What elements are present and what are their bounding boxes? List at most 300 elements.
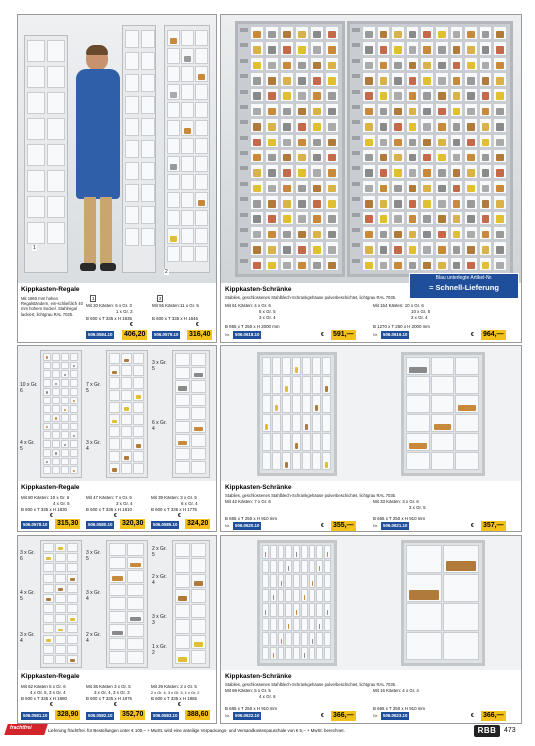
storage-bin <box>70 388 78 396</box>
storage-bin <box>282 376 291 394</box>
storage-bin <box>109 438 120 449</box>
row-marker <box>352 151 360 155</box>
row-marker <box>240 59 248 63</box>
storage-bin <box>175 604 190 618</box>
storage-bin <box>285 560 292 574</box>
storage-bin <box>67 655 78 664</box>
storage-bin <box>420 72 434 86</box>
storage-bin <box>52 388 60 396</box>
storage-bin <box>295 241 309 255</box>
storage-bin <box>493 180 507 194</box>
storage-bin <box>43 543 54 552</box>
storage-bin <box>280 180 294 194</box>
storage-bin <box>316 603 323 617</box>
storage-bin <box>293 603 300 617</box>
storage-bin <box>270 647 277 661</box>
storage-bin <box>265 226 279 240</box>
variant-contents: 5 x Gr. 5 <box>259 309 276 314</box>
variant-dimensions: B 600 x T 335 x H 1865 <box>151 696 197 701</box>
article-number[interactable]: 506.0578.10 <box>23 522 48 527</box>
storage-bin <box>191 558 206 572</box>
storage-bin <box>406 452 430 470</box>
storage-bin <box>435 211 449 225</box>
storage-bin <box>316 574 323 588</box>
storage-bin <box>265 134 279 148</box>
storage-bin <box>265 149 279 163</box>
storage-bin <box>435 257 449 271</box>
storage-bin <box>391 134 405 148</box>
storage-bin <box>127 611 144 624</box>
storage-bin <box>127 584 144 597</box>
price-tag: 355,— <box>333 522 354 529</box>
storage-bin <box>325 149 339 163</box>
storage-bin <box>285 603 292 617</box>
article-number[interactable]: 506.0621.10 <box>383 523 408 528</box>
article-number[interactable]: 506.0581.10 <box>23 713 48 718</box>
storage-bin <box>377 26 391 40</box>
product-title: Kippkasten-Regale <box>21 484 80 491</box>
storage-bin <box>325 103 339 117</box>
article-number[interactable]: 506.0622.10 <box>235 713 260 718</box>
storage-bin <box>43 449 51 457</box>
product-panel-schraenke-2 <box>220 345 522 532</box>
variant-contents: Mit 36 Kästen 3 x Gr. 5 <box>86 684 131 689</box>
size-label: 3 x Gr. 6 <box>20 550 35 562</box>
storage-bin <box>406 603 442 631</box>
size-label: 3 x Gr. 5 <box>152 360 167 372</box>
storage-bin <box>121 353 132 364</box>
product-photo <box>18 346 216 481</box>
price-tag: 366,— <box>483 712 504 719</box>
storage-bin <box>322 452 331 470</box>
storage-bin <box>70 423 78 431</box>
storage-bin <box>295 88 309 102</box>
storage-bin <box>265 103 279 117</box>
storage-bin <box>121 426 132 437</box>
product-title: Kippkasten-Regale <box>21 286 80 293</box>
size-label: 3 x Gr. 4 <box>86 590 101 602</box>
storage-bin <box>61 423 69 431</box>
storage-bin <box>464 195 478 209</box>
storage-bin <box>43 563 54 572</box>
variant-dimensions: B 600 x T 335 x H 1880 <box>21 696 67 701</box>
storage-bin <box>250 134 264 148</box>
storage-bin <box>67 604 78 613</box>
storage-bin <box>295 211 309 225</box>
storage-bin <box>479 180 493 194</box>
storage-bin <box>109 463 120 474</box>
storage-bin <box>479 149 493 163</box>
storage-bin <box>67 645 78 654</box>
storage-bin <box>67 624 78 633</box>
storage-bin <box>450 134 464 148</box>
storage-bin <box>293 618 300 632</box>
storage-bin <box>464 226 478 240</box>
storage-bin <box>52 431 60 439</box>
storage-bin <box>464 41 478 55</box>
storage-bin <box>191 461 206 474</box>
storage-bin <box>325 226 339 240</box>
storage-bin <box>420 57 434 71</box>
row-marker <box>352 243 360 247</box>
storage-bin <box>479 241 493 255</box>
storage-bin <box>420 195 434 209</box>
storage-bin <box>325 180 339 194</box>
storage-bin <box>262 647 269 661</box>
number-symbol: Nr. <box>225 524 230 528</box>
storage-bin <box>450 195 464 209</box>
row-marker <box>240 74 248 78</box>
storage-bin <box>431 452 455 470</box>
row-marker <box>240 213 248 217</box>
price-tag: 316,40 <box>189 331 211 338</box>
variant-contents: Mit 55 Kästen:11 x Gr. 5 <box>152 303 199 308</box>
storage-bin <box>191 421 206 434</box>
storage-bin <box>312 433 321 451</box>
storage-bin <box>109 426 120 437</box>
storage-bin <box>285 632 292 646</box>
storage-bin <box>52 449 60 457</box>
storage-bin <box>479 103 493 117</box>
storage-bin <box>443 574 479 602</box>
storage-bin <box>265 241 279 255</box>
storage-bin <box>70 449 78 457</box>
row-marker <box>352 136 360 140</box>
storage-bin <box>133 438 144 449</box>
storage-bin <box>109 390 120 401</box>
storage-bin <box>420 241 434 255</box>
storage-bin <box>52 423 60 431</box>
variant-dimensions: B 600 x T 335 x H 1875 <box>86 696 132 701</box>
storage-bin <box>61 370 69 378</box>
storage-bin <box>282 414 291 432</box>
price-tag: 315,30 <box>57 520 79 527</box>
variant-contents: Mit 80 Kästen: 10 x Gr. 6 <box>21 495 70 500</box>
storage-bin <box>191 543 206 557</box>
storage-bin <box>420 164 434 178</box>
storage-bin <box>282 452 291 470</box>
row-marker <box>352 90 360 94</box>
row-marker <box>352 166 360 170</box>
storage-bin <box>391 118 405 132</box>
storage-bin <box>295 57 309 71</box>
storage-bin <box>43 584 54 593</box>
storage-bin <box>464 211 478 225</box>
storage-bin <box>70 379 78 387</box>
storage-bin <box>450 241 464 255</box>
storage-bin <box>443 632 479 660</box>
storage-bin <box>310 195 324 209</box>
storage-bin <box>191 353 206 366</box>
storage-bin <box>43 645 54 654</box>
storage-bin <box>67 543 78 552</box>
storage-bin <box>479 26 493 40</box>
storage-bin <box>316 618 323 632</box>
storage-bin <box>362 88 376 102</box>
storage-bin <box>280 257 294 271</box>
storage-bin <box>391 88 405 102</box>
size-label: 3 x Gr. 4 <box>86 440 101 452</box>
storage-bin <box>109 597 126 610</box>
storage-bin <box>406 41 420 55</box>
storage-bin <box>391 241 405 255</box>
storage-bin <box>362 118 376 132</box>
storage-bin <box>43 655 54 664</box>
storage-bin <box>285 545 292 559</box>
article-number[interactable]: 506.0579.10 <box>154 332 179 337</box>
variant-dimensions: B 600 x T 335 x H 1935 <box>86 316 132 321</box>
storage-bin <box>420 149 434 163</box>
storage-bin <box>52 370 60 378</box>
storage-bin <box>191 635 206 649</box>
size-label: 2 x Gr. 4 <box>152 574 167 586</box>
storage-bin <box>55 614 66 623</box>
article-number[interactable]: 506.0584.10 <box>88 332 113 337</box>
storage-bin <box>325 41 339 55</box>
badge-line-2: = Schnell-Lieferung <box>429 283 499 292</box>
storage-bin <box>52 466 60 474</box>
article-number[interactable]: 506.0580.10 <box>88 522 113 527</box>
storage-bin <box>455 414 479 432</box>
storage-bin <box>406 257 420 271</box>
storage-bin <box>61 388 69 396</box>
storage-bin <box>324 574 331 588</box>
cabinet <box>401 352 485 476</box>
storage-bin <box>280 241 294 255</box>
storage-bin <box>43 362 51 370</box>
number-symbol: Nr. <box>373 714 378 718</box>
variant-ref: 2 <box>159 296 162 301</box>
product-description: Stabiles, geschlossenes Stahlblech-Schrankgehäuse pulverbeschichtet, lichtgrau RAL 7035. <box>225 295 397 300</box>
storage-bin <box>310 149 324 163</box>
storage-bin <box>250 149 264 163</box>
storage-bin <box>280 118 294 132</box>
storage-bin <box>377 57 391 71</box>
storage-bin <box>377 211 391 225</box>
row-marker <box>240 136 248 140</box>
storage-bin <box>450 211 464 225</box>
storage-bin <box>43 388 51 396</box>
shelf-rack <box>122 25 156 273</box>
storage-bin <box>70 405 78 413</box>
euro-sign: € <box>178 513 181 519</box>
storage-bin <box>292 414 301 432</box>
storage-bin <box>262 618 269 632</box>
storage-bin <box>70 362 78 370</box>
variant-contents: Mit 33 Kästen: 3 x Gr. 6 <box>373 499 419 504</box>
storage-bin <box>272 433 281 451</box>
storage-bin <box>285 618 292 632</box>
article-number[interactable]: 506.0619.10 <box>383 332 408 337</box>
storage-bin <box>109 584 126 597</box>
row-marker <box>352 120 360 124</box>
size-label: 1 x Gr. 2 <box>152 644 167 656</box>
price-tag: 406,20 <box>124 331 146 338</box>
row-marker <box>352 213 360 217</box>
storage-bin <box>377 226 391 240</box>
storage-bin <box>464 88 478 102</box>
variant-dimensions: B 665 x T 250 x H 910 mm <box>225 516 278 521</box>
storage-bin <box>43 379 51 387</box>
storage-bin <box>406 118 420 132</box>
storage-bin <box>43 397 51 405</box>
storage-bin <box>301 647 308 661</box>
row-marker <box>352 197 360 201</box>
storage-bin <box>43 440 51 448</box>
storage-bin <box>310 241 324 255</box>
variant-contents: 2 x Gr. 4, 3 x Gr. 3, 1 x Gr. 2 <box>151 690 200 695</box>
storage-bin <box>175 421 190 434</box>
rbb-logo: RBB <box>474 725 500 737</box>
storage-bin <box>406 149 420 163</box>
storage-bin <box>391 226 405 240</box>
article-number[interactable]: 506.0583.10 <box>153 713 178 718</box>
storage-bin <box>191 574 206 588</box>
number-symbol: Nr. <box>225 714 230 718</box>
storage-bin <box>435 149 449 163</box>
euro-sign: € <box>321 523 324 529</box>
storage-bin <box>270 632 277 646</box>
storage-bin <box>191 604 206 618</box>
storage-bin <box>265 26 279 40</box>
row-marker <box>352 74 360 78</box>
storage-bin <box>310 72 324 86</box>
storage-bin <box>191 650 206 664</box>
article-number[interactable]: 506.0620.10 <box>235 523 260 528</box>
size-label: 4 x Gr. 5 <box>20 590 35 602</box>
storage-bin <box>282 395 291 413</box>
storage-bin <box>175 380 190 393</box>
storage-bin <box>435 226 449 240</box>
number-symbol: Nr. <box>373 524 378 528</box>
storage-bin <box>309 560 316 574</box>
storage-bin <box>175 353 190 366</box>
storage-bin <box>175 367 190 380</box>
storage-bin <box>70 370 78 378</box>
product-description: Mit 1860 mm hohen Regalständern, ein-schließlich 40 mm hohem Sockel. Stahlregal lackiert, lichtgrau RAL 7035. <box>21 296 83 317</box>
row-marker <box>240 166 248 170</box>
variant-dimensions: B 600 x T 335 x H 1810 <box>86 507 132 512</box>
storage-bin <box>301 618 308 632</box>
price-tag: 352,70 <box>122 711 144 718</box>
storage-bin <box>301 603 308 617</box>
storage-bin <box>127 638 144 651</box>
storage-bin <box>325 72 339 86</box>
storage-bin <box>278 618 285 632</box>
storage-bin <box>391 211 405 225</box>
article-number[interactable]: 506.0585.10 <box>153 522 178 527</box>
worker-illustration <box>76 47 120 273</box>
storage-bin <box>272 414 281 432</box>
product-title: Kippkasten-Schränke <box>225 286 292 293</box>
storage-bin <box>464 57 478 71</box>
storage-bin <box>309 574 316 588</box>
storage-bin <box>133 390 144 401</box>
storage-bin <box>391 103 405 117</box>
storage-bin <box>61 362 69 370</box>
storage-bin <box>362 257 376 271</box>
shelf-rack <box>40 540 82 668</box>
storage-bin <box>61 466 69 474</box>
number-symbol: Nr. <box>225 333 230 337</box>
storage-bin <box>322 395 331 413</box>
storage-bin <box>61 449 69 457</box>
row-marker <box>240 151 248 155</box>
storage-bin <box>435 134 449 148</box>
storage-bin <box>464 241 478 255</box>
storage-bin <box>312 376 321 394</box>
storage-bin <box>325 195 339 209</box>
storage-bin <box>109 365 120 376</box>
storage-bin <box>250 211 264 225</box>
storage-bin <box>52 397 60 405</box>
article-number[interactable]: 506.0618.10 <box>235 332 260 337</box>
storage-bin <box>431 433 455 451</box>
storage-bin <box>70 458 78 466</box>
storage-bin <box>325 118 339 132</box>
storage-bin <box>310 211 324 225</box>
storage-bin <box>435 88 449 102</box>
storage-bin <box>43 405 51 413</box>
storage-bin <box>280 41 294 55</box>
product-title: Kippkasten-Schränke <box>225 673 292 680</box>
storage-bin <box>493 134 507 148</box>
storage-bin <box>109 638 126 651</box>
size-label: 2 x Gr. 5 <box>152 546 167 558</box>
article-number[interactable]: 506.0623.10 <box>383 713 408 718</box>
storage-bin <box>175 589 190 603</box>
storage-bin <box>127 597 144 610</box>
storage-bin <box>109 624 126 637</box>
storage-bin <box>310 26 324 40</box>
variant-contents: 4 x Gr. 5, 3 x Gr. 4 <box>30 690 66 695</box>
price-tag: 328,90 <box>57 711 79 718</box>
row-marker <box>352 59 360 63</box>
page-number: 473 <box>504 727 516 734</box>
variant-contents: Mit 47 Kästen: 7 x Gr. 5 <box>86 495 132 500</box>
storage-bin <box>420 26 434 40</box>
storage-bin <box>479 57 493 71</box>
number-symbol: Nr. <box>373 333 378 337</box>
storage-bin <box>316 632 323 646</box>
storage-bin <box>175 558 190 572</box>
storage-bin <box>362 103 376 117</box>
storage-bin <box>493 72 507 86</box>
size-label: 2 x Gr. 4 <box>86 632 101 644</box>
storage-bin <box>406 414 430 432</box>
storage-bin <box>43 635 54 644</box>
storage-bin <box>55 584 66 593</box>
row-marker <box>240 105 248 109</box>
storage-bin <box>282 357 291 375</box>
storage-bin <box>325 164 339 178</box>
storage-bin <box>362 211 376 225</box>
storage-bin <box>301 560 308 574</box>
storage-bin <box>250 88 264 102</box>
storage-bin <box>301 589 308 603</box>
storage-bin <box>406 211 420 225</box>
storage-bin <box>262 603 269 617</box>
storage-bin <box>377 241 391 255</box>
storage-bin <box>109 402 120 413</box>
storage-bin <box>450 180 464 194</box>
storage-bin <box>362 226 376 240</box>
article-number[interactable]: 506.0582.10 <box>88 713 113 718</box>
storage-bin <box>52 405 60 413</box>
storage-bin <box>191 434 206 447</box>
storage-bin <box>67 553 78 562</box>
storage-bin <box>450 118 464 132</box>
